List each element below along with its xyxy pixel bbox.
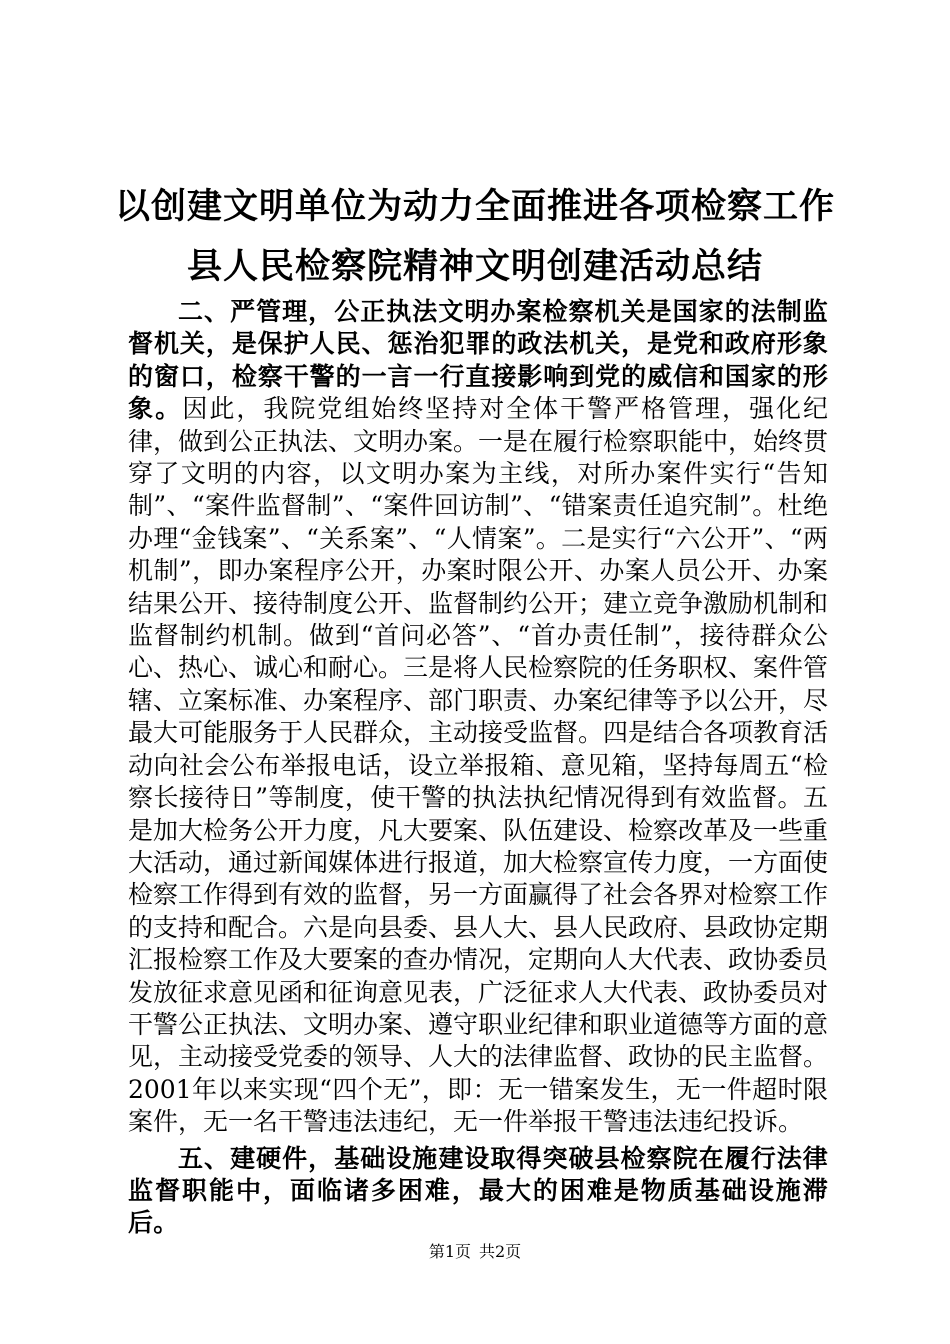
page-total: 共2页 [479,1242,522,1261]
paragraph-1-heading: 二、严管理，公正执法文明办案检察机关是国家的法制监督机关，是保护人民、惩治犯罪的政法机关，是党和政府形象的窗口，检察干警的一言一行直接影响到党的威信和国家的形象。 [128,297,828,424]
document-body [128,296,828,1240]
document-subtitle: 县人民检察院精神文明创建活动总结 [186,247,763,287]
paragraph-2: 五、建硬件，基础设施建设取得突破县检察院在履行法律监督职能中，面临诸多困难，最大的困难是物质基础设施滞后。 [128,1143,828,1238]
page-number: 第1页 [428,1242,471,1261]
page-footer [0,1244,950,1260]
document-title: 以创建文明单位为动力全面推进各项检察工作 [114,187,835,227]
paragraph-1 [128,296,828,1139]
paragraph-1-body: 因此，我院党组始终坚持对全体干警严格管理，强化纪律，做到公正执法、文明办案。一是在履行检察职能中，始终贯穿了文明的内容，以文明办案为主线，对所办案件实行“告知制”、“案件监督制”、“案件回访制”、“错案责任追究制”。杜绝办理“金钱案”、“关系案”、“人情案”。二是实行“六公开”、“两机制”，即办案程序公开，办案时限公开、办案人员公开、办案结果公开、接待制度公开、监督制约公开；建立竞争激励机制和监督制约机制。做到“首问必答”、“首办责任制”，接待群众公心、热心、诚心和耐心。三是将人民检察院的任务职权、案件管辖、立案标准、办案程序、部门职责、办案纪律等予以公开，尽最大可能服务于人民群众，主动接受监督。四是结合各项教育活动向社会公布举报电话，设立举报箱、意见箱，坚持每周五“检察长接待日”等制度，使干警的执法执纪情况得到有效监督。五是加大检务公开力度，凡大要案、队伍建设、检察改革及一些重大活动，通过新闻媒体进行报道，加大检察宣传力度，一方面使检察工作得到有效的监督，另一方面赢得了社会各界对检察工作的支持和配合。六是向县委、县人大、县人民政府、县政协定期汇报检察工作及大要案的查办情况，定期向人大代表、政协委员发放征求意见函和征询意见表，广泛征求人大代表、政协委员对干警公正执法、文明办案、遵守职业纪律和职业道德等方面的意见，主动接受党委的领导、人大的法律监督、政协的民主监督。2001年以来实现“四个无”，即：无一错案发生，无一件超时限案件，无一名干警违法违纪，无一件举报干警违法违纪投诉。 [128,394,829,1137]
